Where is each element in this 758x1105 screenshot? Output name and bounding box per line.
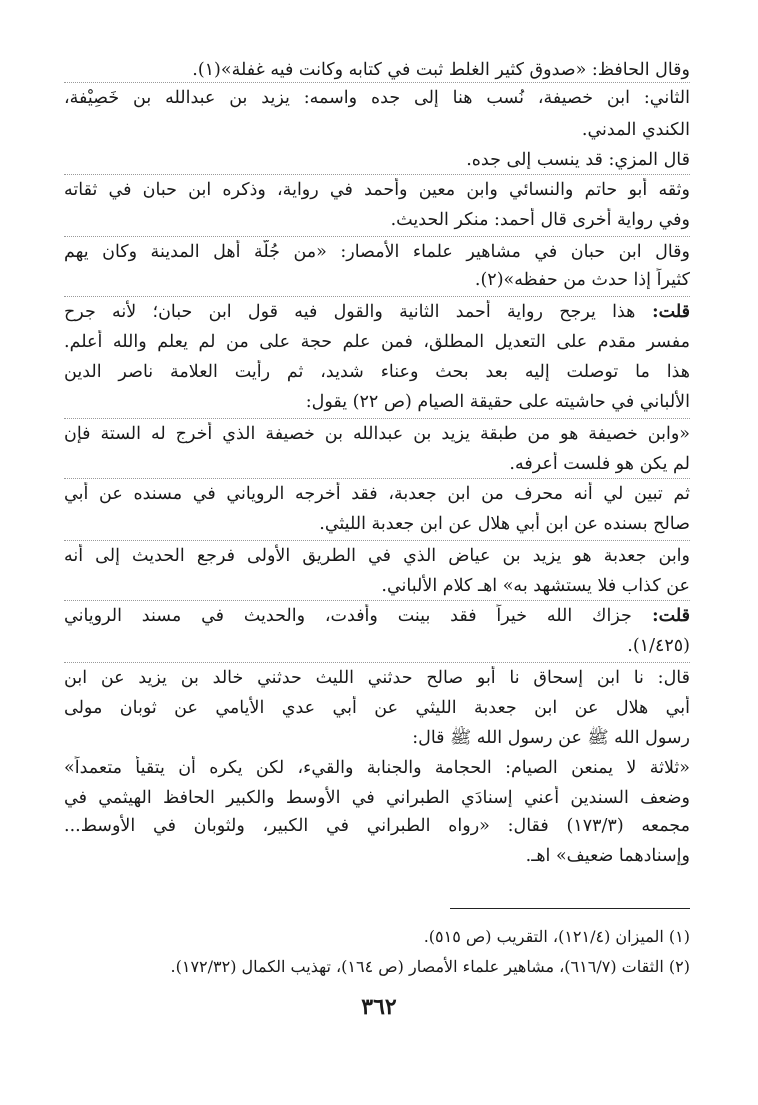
- line-text: وثقه أبو حاتم والنسائي وابن معين وأحمد في رواية، وذكره ابن حبان في ثقاته: [64, 180, 690, 200]
- bold-lead: قلت:: [631, 606, 690, 626]
- dotted-divider: [64, 82, 690, 83]
- text-line: [64, 58, 690, 82]
- dotted-divider: [64, 600, 690, 601]
- dotted-divider: [64, 236, 690, 237]
- text-line: [64, 118, 690, 142]
- text-line: [64, 726, 690, 750]
- line-text: الألباني في حاشيته على حقيقة الصيام (ص ٢٢) يقول:: [305, 392, 690, 412]
- line-text: قال: نا ابن إسحاق نا أبو صالح حدثني الليث حدثني خالد بن يزيد عن ابن: [64, 668, 690, 688]
- text-line: [64, 786, 690, 810]
- text-line: [64, 512, 690, 536]
- line-text: هذا ما توصلت إليه بعد بحث وعناء شديد، ثم رأيت العلامة ناصر الدين: [64, 362, 690, 382]
- text-line: [64, 208, 690, 232]
- dotted-divider: [64, 662, 690, 663]
- line-text: قال المزي: قد ينسب إلى جده.: [466, 150, 690, 170]
- line-text: وإسنادهما ضعيف» اهـ.: [525, 846, 690, 866]
- line-text: وقال الحافظ: «صدوق كثير الغلط ثبت في كتابه وكانت فيه غفلة»(١).: [192, 60, 690, 80]
- line-text: عن كذاب فلا يستشهد به» اهـ كلام الألباني.: [381, 576, 690, 596]
- footnote: (٢) الثقات (٦١٦/٧)، مشاهير علماء الأمصار (ص ١٦٤)، تهذيب الكمال (١٧٢/٣٢).: [170, 957, 690, 976]
- footnote-rule: [450, 908, 690, 909]
- text-line: [64, 390, 690, 414]
- page-number: ٣٦٢: [361, 994, 397, 1020]
- dotted-divider: [64, 174, 690, 175]
- line-text: جزاك الله خيراً فقد بينت وأفدت، والحديث في مسند الروياني: [64, 606, 632, 626]
- text-line: [64, 452, 690, 476]
- text-line: [64, 756, 690, 780]
- text-line: [64, 544, 690, 568]
- text-line: [64, 360, 690, 384]
- line-text: وابن جعدبة هو يزيد بن عياض الذي في الطريق الأولى فرجع الحديث إلى أنه: [64, 546, 690, 566]
- text-line: [64, 696, 690, 720]
- dotted-divider: [64, 478, 690, 479]
- line-text: الكندي المدني.: [581, 120, 690, 140]
- line-text: (١/٤٢٥).: [627, 636, 690, 656]
- text-line: [64, 178, 690, 202]
- line-text: «ثلاثة لا يمنعن الصيام: الحجامة والجنابة والقيء، لكن يكره أن يتقيأ متعمداً»: [64, 758, 690, 778]
- text-line: [64, 86, 690, 110]
- line-text: لم يكن هو فلست أعرفه.: [509, 454, 690, 474]
- bold-lead: قلت:: [635, 302, 690, 322]
- text-line: [64, 814, 690, 838]
- line-text: وضعف السندين أعني إسنادَي الطبراني في الأوسط والكبير الحافظ الهيثمي في: [64, 788, 690, 808]
- text-line: [64, 268, 690, 292]
- line-text: «وابن خصيفة هو من طبقة يزيد بن عبدالله بن خصيفة الذي أخرج له الستة فإن: [64, 424, 690, 444]
- line-text: وفي رواية أخرى قال أحمد: منكر الحديث.: [390, 210, 690, 230]
- line-text: رسول الله ﷺ عن رسول الله ﷺ قال:: [412, 728, 690, 748]
- dotted-divider: [64, 540, 690, 541]
- text-line: [64, 300, 690, 324]
- text-line: [64, 844, 690, 868]
- line-text: أبي هلال عن ابن جعدبة الليثي عن أبي عدي الأيامي عن ثوبان مولى: [64, 698, 690, 718]
- text-line: [64, 148, 690, 172]
- text-line: [64, 574, 690, 598]
- line-text: صالح بسنده عن ابن أبي هلال عن ابن جعدبة الليثي.: [319, 514, 690, 534]
- text-line: [64, 330, 690, 354]
- dotted-divider: [64, 296, 690, 297]
- text-line: [64, 482, 690, 506]
- text-line: [64, 634, 690, 658]
- dotted-divider: [64, 418, 690, 419]
- line-text: وقال ابن حبان في مشاهير علماء الأمصار: «من جُلَّة أهل المدينة وكان يهم: [64, 242, 690, 262]
- line-text: الثاني: ابن خصيفة، نُسب هنا إلى جده واسمه: يزيد بن عبدالله بن خَصِيْفة،: [64, 88, 690, 108]
- line-text: مجمعه (١٧٣/٣) فقال: «رواه الطبراني في الكبير، ولثوبان في الأوسط...: [64, 816, 690, 836]
- text-line: [64, 666, 690, 690]
- text-line: [64, 240, 690, 264]
- footnote: (١) الميزان (١٢١/٤)، التقريب (ص ٥١٥).: [423, 927, 690, 946]
- line-text: مفسر مقدم على التعديل المطلق، فمن علم حجة على من لم يعلم والله أعلم.: [64, 332, 690, 352]
- line-text: هذا يرجح رواية أحمد الثانية والقول فيه قول ابن حبان؛ لأنه جرح: [64, 302, 636, 322]
- text-line: [64, 422, 690, 446]
- line-text: كثيراً إذا حدث من حفظه»(٢).: [474, 270, 690, 290]
- text-line: [64, 604, 690, 628]
- line-text: ثم تبين لي أنه محرف من ابن جعدبة، فقد أخرجه الروياني في مسنده عن أبي: [64, 484, 690, 504]
